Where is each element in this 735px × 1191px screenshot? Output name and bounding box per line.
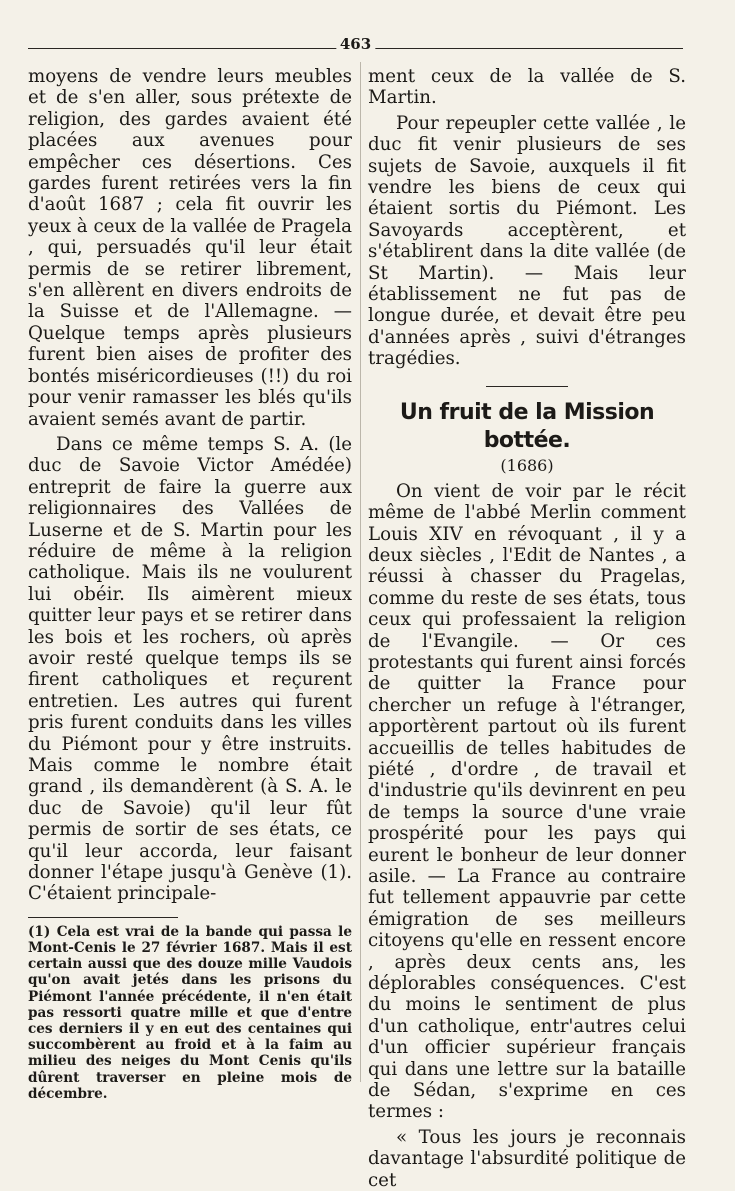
section-title: Un fruit de la Mission bottée. (399, 399, 655, 453)
column-divider (360, 62, 361, 1082)
right-paragraph-1: ment ceux de la vallée de S. Martin. (368, 66, 686, 109)
page-header (28, 34, 683, 58)
section-date: (1686) (500, 455, 554, 475)
right-paragraph-2: Pour repeupler cette vallée , le duc fit venir plusieurs de ses sujets de Savoie, auxquels il fit vendre les biens de ceux qui étaient sortis du Piémont. Les Savoyards acceptèrent, et s'établirent dans la dite vallée (de St Martin). — Mais leur établissement ne fut pas de longue durée, et devait être peu d'années après , suivi d'étranges tragédies. (368, 112, 686, 370)
right-column (368, 66, 686, 1191)
left-paragraph-2: Dans ce même temps S. A. (le duc de Savoie Victor Amédée) entreprit de faire la guerre aux religionnaires des Vallées de Luserne et de S. Martin pour les réduire de même à la religion catholique. Mais ils ne voulurent lui obéir. Ils aimèrent mieux quitter leur pays et se retirer dans les bois et les rochers, où après avoir resté quelque temps ils se firent catholiques et reçurent entretien. Les autres qui furent pris furent conduits dans les villes du Piémont pour y être instruits. Mais comme le nombre était grand , ils demandèrent (à S. A. le duc de Savoie) qu'il leur fût permis de sortir de ses états, ce qu'il leur accorda, leur faisant donner l'étape jusqu'à Genève (1). C'étaient principale- (28, 433, 352, 905)
page-number: 463 (336, 34, 375, 54)
section-rule (486, 386, 568, 387)
footnote: (1) Cela est vrai de la bande qui passa le Mont-Cenis le 27 février 1687. Mais il est certain aussi que des douze mille Vaudois qu'on avait jetés dans les prisons du Piémont l'année précédente, il n'en était pas ressorti quatre mille et que d'entre ces derniers il y en eut des centaines qui succombèrent au froid et à la faim au milieu des neiges du Mont Cenis qu'ils dûrent traverser en pleine mois de décembre. (28, 923, 352, 1102)
footnote-rule (28, 917, 178, 918)
right-paragraph-4: « Tous les jours je reconnais davantage l'absurdité politique de cet (368, 1126, 686, 1191)
left-column (28, 66, 352, 1150)
left-paragraph-1: moyens de vendre leurs meubles et de s'en aller, sous prétexte de religion, des gardes avaient été placées aux avenues pour empêcher ces désertions. Ces gardes furent retirées vers la fin d'août 1687 ; cela fit ouvrir les yeux à ceux de la vallée de Pragela , qui, persuadés qu'il leur était permis de se retirer librement, s'en allèrent en divers endroits de la Suisse et de l'Allemagne. — Quelque temps après plusieurs furent bien aises de profiter des bontés miséricordieuses (!!) du roi pour venir ramasser les blés qu'ils avaient semés avant de partir. (28, 66, 352, 430)
right-paragraph-3: On vient de voir par le récit même de l'abbé Merlin comment Louis XIV en révoquant , il y a deux siècles , l'Edit de Nantes , a réussi à chasser du Pragelas, comme du reste de ses états, tous ceux qui professaient la religion de l'Evangile. — Or ces protestants qui furent ainsi forcés de quitter la France pour chercher un refuge à l'étranger, apportèrent partout où ils furent accueillis de telles habitudes de piété , d'ordre , de travail et d'industrie qu'ils devinrent en peu de temps la source d'une vraie prospérité pour les pays qui eurent le bonheur de leur donner asile. — La France au contraire fut tellement appauvrie par cette émigration de ses meilleurs citoyens qu'elle en ressent encore , après deux cents ans, les déplorables conséquences. C'est du moins le sentiment de plus d'un catholique, entr'autres celui d'un officier supérieur français qui dans une lettre sur la bataille de Sédan, s'exprime en ces termes : (368, 480, 686, 1123)
